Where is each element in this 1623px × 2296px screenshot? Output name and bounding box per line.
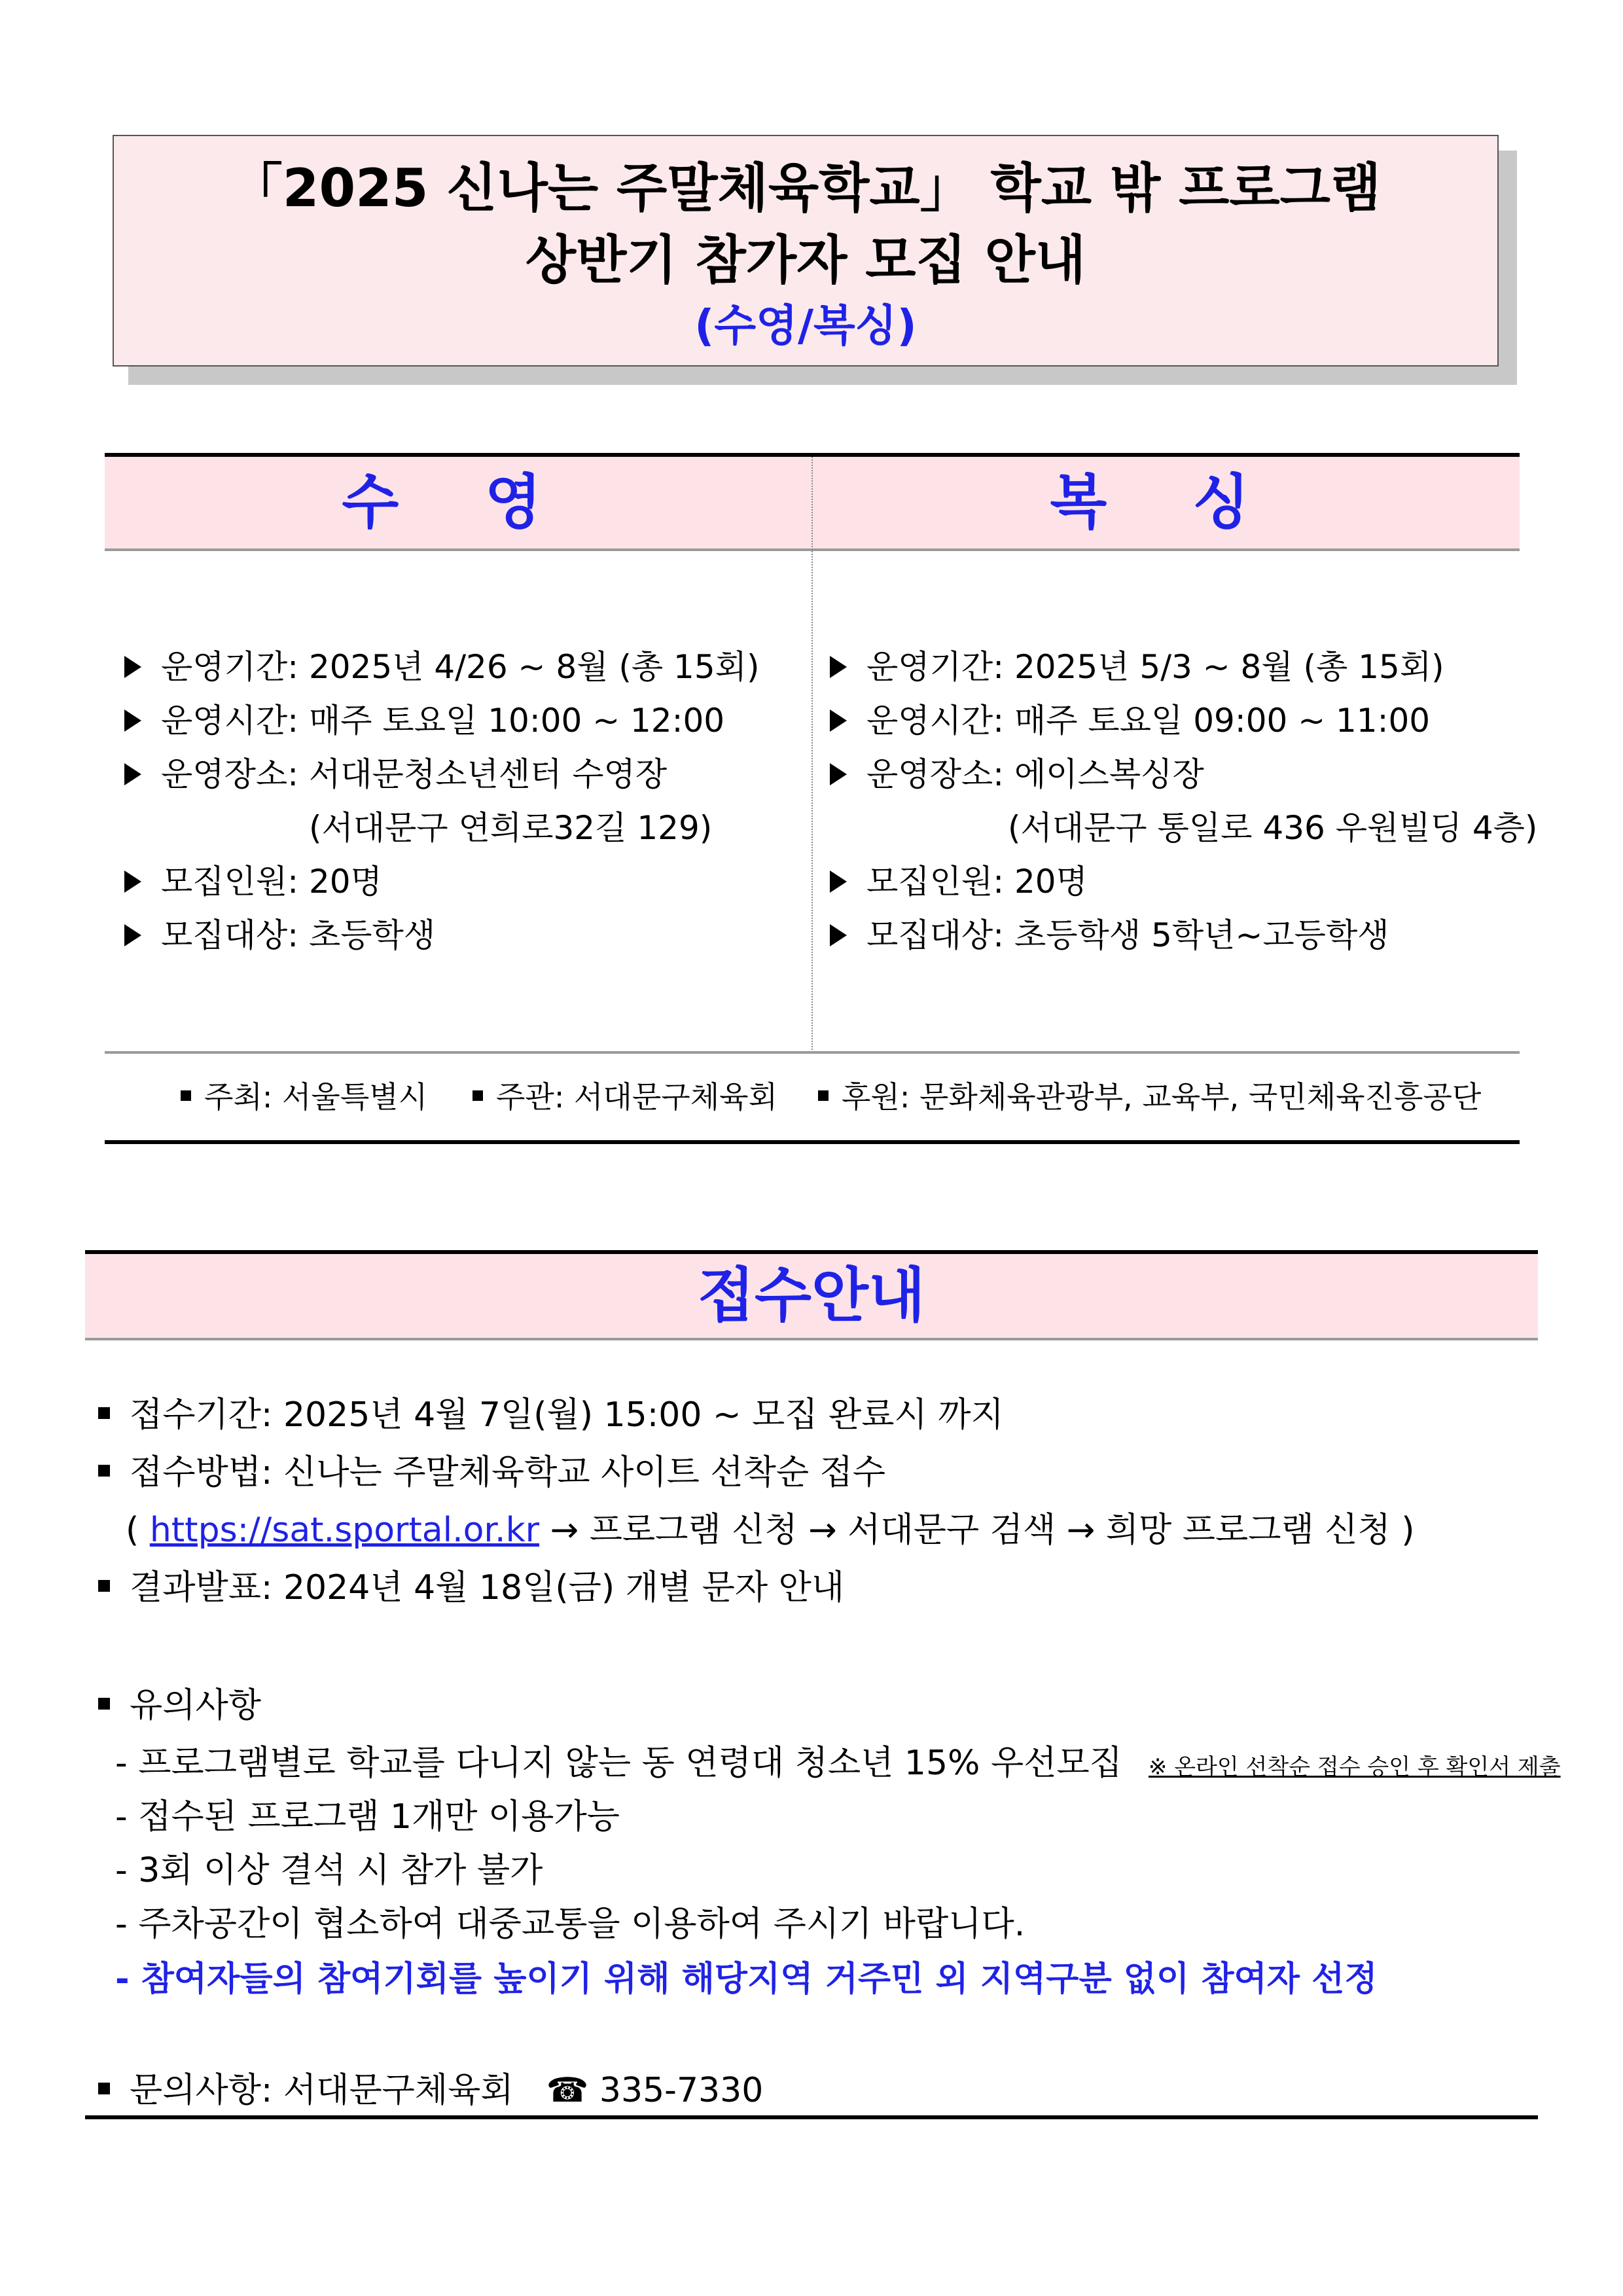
triangle-bullet-icon (830, 656, 847, 678)
triangle-bullet-icon (830, 709, 847, 732)
square-bullet-icon (181, 1090, 191, 1101)
sponsor-organizer: 주관: 서대문구체육회 (473, 1071, 777, 1123)
swim-time: 운영시간: 매주 토요일 10:00 ~ 12:00 (124, 694, 759, 747)
reception-heading-divider (85, 1338, 1538, 1340)
square-bullet-icon (98, 1698, 110, 1710)
swim-capacity: 모집인원: 20명 (124, 855, 759, 908)
reception-method: 접수방법: 신나는 주말체육학교 사이트 선착순 접수 (98, 1444, 885, 1501)
sponsor-host: 주최: 서울특별시 (181, 1071, 427, 1123)
title-line-2: 상반기 참가자 모집 안내 (525, 230, 1086, 291)
reception-path: ( https://sat.sportal.or.kr → 프로그램 신청 → 서대문구 검색 → 희망 프로그램 신청 ) (126, 1511, 1415, 1550)
boxing-period: 운영기간: 2025년 5/3 ~ 8월 (총 15회) (830, 640, 1537, 694)
swim-address: (서대문구 연희로32길 129) (309, 809, 713, 847)
notes-item-5: - 참여자들의 참여기회를 높이기 위해 해당지역 거주민 외 지역구분 없이 참여자 선정 (115, 1960, 1378, 1999)
reception-result: 결과발표: 2024년 4월 18일(금) 개별 문자 안내 (98, 1559, 844, 1617)
boxing-address: (서대문구 통일로 436 우원빌딩 4층) (1008, 809, 1538, 847)
reception-period: 접수기간: 2025년 4월 7일(월) 15:00 ~ 모집 완료시 까지 (98, 1386, 1004, 1444)
square-bullet-icon (818, 1090, 829, 1101)
phone-icon: ☎ (546, 2071, 589, 2110)
square-bullet-icon (98, 1580, 110, 1592)
swim-heading: 수 영 (342, 468, 575, 537)
swim-target: 모집대상: 초등학생 (124, 908, 759, 962)
notes-item-1: - 프로그램별로 학교를 다니지 않는 동 연령대 청소년 15% 우선모집 ※ 온라인 선착순 접수 승인 후 확인서 제출 (115, 1744, 1561, 1783)
sportal-link[interactable]: https://sat.sportal.or.kr (149, 1511, 540, 1550)
title-line-3: (수영/복싱) (694, 300, 917, 351)
title-line-1: 「2025 신나는 주말체육학교」 학교 밖 프로그램 (230, 158, 1382, 219)
triangle-bullet-icon (830, 870, 847, 893)
swim-info (124, 640, 759, 962)
notes-item-3: - 3회 이상 결석 시 참가 불가 (115, 1851, 543, 1890)
triangle-bullet-icon (830, 924, 847, 946)
notes-item-1-note: ※ 온라인 선착순 접수 승인 후 확인서 제출 (1148, 1754, 1561, 1780)
boxing-info (830, 640, 1537, 962)
boxing-time: 운영시간: 매주 토요일 09:00 ~ 11:00 (830, 694, 1537, 747)
reception-heading: 접수안내 (85, 1254, 1538, 1338)
notes-item-4: - 주차공간이 협소하여 대중교통을 이용하여 주시기 바랍니다. (115, 1905, 1026, 1944)
boxing-target: 모집대상: 초등학생 5학년~고등학생 (830, 908, 1537, 962)
triangle-bullet-icon (124, 763, 141, 785)
square-bullet-icon (473, 1090, 483, 1101)
square-bullet-icon (98, 2083, 110, 2094)
contact-underline (85, 2115, 1538, 2119)
triangle-bullet-icon (124, 709, 141, 732)
triangle-bullet-icon (830, 763, 847, 785)
triangle-bullet-icon (124, 870, 141, 893)
program-column-divider (812, 457, 813, 1052)
square-bullet-icon (98, 1407, 110, 1419)
boxing-heading: 복 싱 (1050, 468, 1283, 537)
boxing-place: 운영장소: 에이스복싱장 (830, 747, 1537, 801)
swim-place: 운영장소: 서대문청소년센터 수영장 (124, 747, 759, 801)
contact-phone: 335-7330 (599, 2071, 764, 2110)
sponsor-support: 후원: 문화체육관광부, 교육부, 국민체육진흥공단 (818, 1071, 1481, 1123)
triangle-bullet-icon (124, 924, 141, 946)
notes-heading: 유의사항 (98, 1677, 261, 1734)
program-table-bottom-border (105, 1140, 1520, 1144)
contact-info: 문의사항: 서대문구체육회 ☎ 335-7330 (98, 2062, 763, 2119)
boxing-capacity: 모집인원: 20명 (830, 855, 1537, 908)
notes-item-2: - 접수된 프로그램 1개만 이용가능 (115, 1797, 620, 1837)
program-table-body-divider (105, 1051, 1520, 1054)
square-bullet-icon (98, 1465, 110, 1477)
title-box (113, 135, 1499, 367)
triangle-bullet-icon (124, 656, 141, 678)
swim-period: 운영기간: 2025년 4/26 ~ 8월 (총 15회) (124, 640, 759, 694)
